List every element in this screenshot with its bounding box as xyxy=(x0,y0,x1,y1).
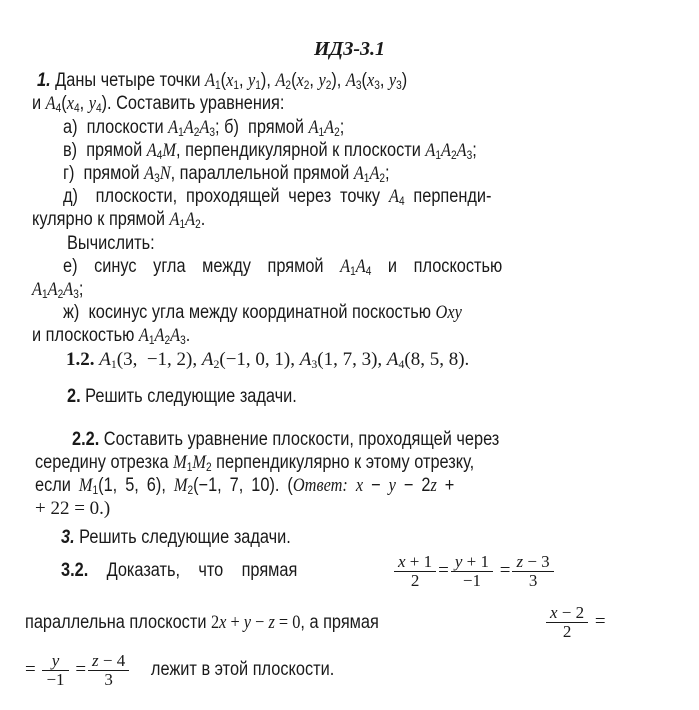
page-title: ИДЗ-3.1 xyxy=(313,38,386,60)
task1-item-zh: ж) косинус угла между координатной поскостью Oxy xyxy=(63,302,462,323)
task1-compute-heading: Вычислить: xyxy=(67,233,155,254)
task3-variant-line2: параллельна плоскости 2x + y − z = 0, а прямая xyxy=(25,612,379,633)
task1-intro: 1. Даны четыре точки $A_1(x_1$, $y_1$), $A_2(x_2$, $y_2$), $A_3(x_3$, $y_3$) xyxy=(37,70,408,92)
task3-variant-line1: 3.2. Доказать, что прямая xyxy=(61,560,298,581)
fraction: $\frac{y + 1}{-1}$ xyxy=(451,553,493,590)
fraction: $\frac{z - 4}{3}$ xyxy=(88,652,129,689)
task1-item-d: д) плоскости, проходящей через точку $A_4$ перпенди- xyxy=(63,186,492,208)
task1-item-d-cont: кулярно к прямой $A_1A_2$. xyxy=(32,209,206,231)
task3-line2-equation-cont: = $\frac{y}{-1}$ = $\frac{z - 4}{3}$ лежит в этой плоскости. xyxy=(25,651,335,689)
task2-variant-line1: 2.2. Составить уравнение плоскости, проходящей через xyxy=(72,429,500,450)
task3-heading: 3. Решить следующие задачи. xyxy=(61,527,291,548)
task1-variant: 1.2. $A_1(3$, −1, 2), $A_2(-1$, 0, 1), $A_3(1$, 7, 3), $A_4(8$, 5, 8). xyxy=(66,349,470,371)
task2-variant-line2: середину отрезка $M_1M_2$ перпендикулярно к этому отрезку, xyxy=(35,452,475,474)
task3-line1-equation: $\frac{x + 1}{2}$ = $\frac{y + 1}{-1}$ = $\frac{z - 3}{3}$ xyxy=(392,553,556,590)
task2-heading: 2. Решить следующие задачи. xyxy=(67,386,297,407)
task1-item-e: е) синус угла между прямой $A_1A_4$ и плоскостью xyxy=(63,256,503,278)
fraction: $\frac{x - 2}{2}$ xyxy=(546,604,588,641)
task1-item-g: г) прямой $A_3N$, параллельной прямой $A_1A_2$; xyxy=(63,163,390,185)
task2-variant-line3: если $M_1(1$, 5, 6), $M_2(-1$, 7, 10). (Ответ: x − y − 2z + xyxy=(35,475,455,497)
task1-intro-cont: и $A_4(x_4$, $y_4$). Составить уравнения: xyxy=(32,93,285,115)
task1-item-e-cont: $A_1A_2A_3$; xyxy=(32,279,84,301)
task1-item-v: в) прямой $A_4M$, перпендикулярной к плоскости $A_1A_2A_3$; xyxy=(63,140,477,162)
task3-line2-equation-start: $\frac{x - 2}{2}$ = xyxy=(544,604,606,641)
task1-item-zh-cont: и плоскостью $A_1A_2A_3$. xyxy=(32,325,191,347)
fraction: $\frac{x + 1}{2}$ xyxy=(394,553,436,590)
task2-answer-cont: + 22 = 0.) xyxy=(35,498,111,519)
task1-item-a-b: а) плоскости $A_1A_2A_3$; б) прямой $A_1A_2$; xyxy=(63,117,345,139)
fraction: $\frac{z - 3}{3}$ xyxy=(512,553,553,590)
task1-number: 1. xyxy=(37,70,51,91)
fraction: $\frac{y}{-1}$ xyxy=(42,652,68,689)
